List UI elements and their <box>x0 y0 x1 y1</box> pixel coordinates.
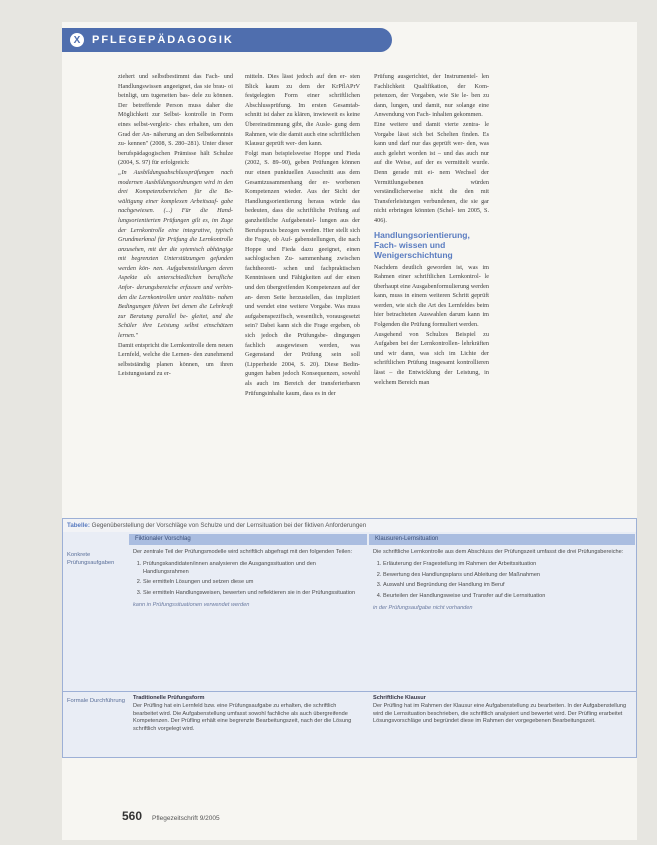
row-label-procedure: Formale Durchführung <box>67 698 125 704</box>
list-item: 1. Erläuterung der Fragestellung im Rahmen der Arbeitssituation <box>383 561 629 569</box>
page-footer <box>122 809 220 823</box>
subheading: Handlungsorientierung, Fach- wissen und Wenigerschichtung <box>374 229 470 260</box>
cell-text: Der Prüfling hat ein Lernfeld bzw. eine Prüfungsaufgabe zu erhalten, die schriftlich bearbeitet wird. Die Aufgabenstellung umfasst sowohl fachliche als auch übergreifende Kompetenzen. Der Prüfling erhält eine begrenzte Bearbeitungszeit, nach der die Lösung schriftlich vorgelegt wird. <box>133 702 352 733</box>
list-item: 2. Sie ermitteln Lösungen und setzen diese um <box>143 579 361 587</box>
table-caption-label: Tabelle: <box>67 522 90 529</box>
paragraph: ziehert und selbstbestimmt das Fach- und Handlungswissen angeeignet, das sie brau- oi beinligt, um tugeneiten bas- dele zu können. Der betreffende Person muss daher die Möglichkeit zur Selbst- kontrolle in Form eines selbst-vergleic- ches erhalten, um den Grad der An- näherung an den Selbstkenntnis zu- kennen" (2008, S. 280–281). Unter dieser berufspädagogischen Prämisse hält Schulze (2004, S. 97) für erfolgreich: <box>118 73 233 167</box>
paragraph: Folgt man beispielsweise Hoppe und Fieda (2002, S. 89–90), geben Prüfungen können nur einen punktuellen Ausschnitt aus dem Gesamtzusammenhang der er- worbenen Kompetenzen wieder. Aus der Sicht der Handlungsorientierung heraus würde das bedeuten, dass die schriftliche Prüfung auf ganzheitliche Aufgabenstel- lungen aus der Berufspraxis bezogen werden. Hier stellt sich die Frage, ob Auf- gabenstellungen, die nach Hoppe und Fieda dazu geeignet, einen sachlogischen Zu- sammenhang zwischen fachtheoreti- schen und fachpraktischen Kenntnissen und Fähigkeiten auf der einen und den übergreifenden Kompetenzen auf der an- deren Seite herzustellen, das impliziert und wendet eine weitere Vorgabe. Was muss aufgabenspezifisch, wesentlich, vorausgesetzt sein? Dabei kann sich die Frage ergeben, ob sich jedoch die Prüfungsbe- dingungen fachlich ausgewiesen werden, was Gegenstand der Prüfung sein soll (Lipperheide 2004, S. 20). Diese Bedin- gungen haben jedoch Konsequenzen, sowohl als auch im Bereich der transferierbaren Prüfungsinhalte kaum, dass es in der <box>245 149 360 397</box>
quote-paragraph: „In Ausbildungsabschlussprüfungen nach modernen Ausbildungsordnungen wird in den drei Kompetenzbereichen für die Be- wältigung einer komplexen Arbeitsauf- gabe nachgewiesen. (...) Für die Hand- lungsorientierten Prüfungen gilt es, im Zuge der Lernkontrolle eine integrative, typisch Grundmerkmal für Prüfung die Lernkontrolle anzusehen, mit der die sytemisch abhängige mit begrenzten Unterstützungen gefunden werden kön- nen. Aufgabenstellungen deren Aspekte als unterschiedlichen berufliche Anfor- derungsbereiche erfassen und verbin- den die Lernkontrollen unter realitäts- nahen Bedingungen führen bei denen die Lehrkraft zur Beratung parallel be- gleitet, und die Schüler ihre Leistung selbst einschätzen lernen." <box>118 168 233 340</box>
cell-title: Schriftliche Klausur <box>373 695 426 701</box>
cell-intro: Die schriftliche Lernkontrolle aus dem Abschluss der Prüfungszeit umfasst die drei Prüfungsbereiche: <box>373 549 624 555</box>
cell-list <box>373 561 629 601</box>
paragraph: Damit entspricht die Lernkontrolle dem neuen Lernfeld, welche die Lernen- den zunehmend selbstständig planen können, um ihren Leistungsstand zu er- <box>118 341 233 378</box>
section-logo-icon: X <box>70 33 84 47</box>
cell-text: Der Prüfling hat im Rahmen der Klausur eine Aufgabenstellung zu bearbeiten. In der Aufgabenstellung wird die Lernsituation beschrieben, die schriftlich analysiert und bewertet wird. Der Prüfling erarbeitet Lösungsvorschläge und begründet diese im Rahmen der vorgegebenen Bearbeitungszeit. <box>373 702 627 725</box>
cell-list <box>133 561 361 598</box>
table-header-right: Klausuren-Lernsituation <box>369 534 635 545</box>
list-item: 4. Beurteilen der Handlungsweise und Transfer auf die Lernsituation <box>383 593 629 601</box>
list-item: 3. Auswahl und Begründung der Handlung im Beruf <box>383 582 629 590</box>
table-cell-tasks-left <box>133 549 361 610</box>
list-item: 2. Bewertung des Handlungsplans und Ableitung der Maßnahmen <box>383 572 629 580</box>
table-caption-text: Gegenüberstellung der Vorschläge von Schulze und der Lernsituation bei der fiktiven Anforderungen <box>91 522 367 529</box>
table-caption <box>63 519 636 532</box>
journal-name: Pflegezeitschrift 9/2005 <box>152 815 220 822</box>
text-column-1 <box>118 72 233 514</box>
paragraph: Eine weitere und damit vierte zentra- le Vorgabe lässt sich bei Schelten finden. Es kann und darf nur das geprüft wer- den, was auch gelehrt worden ist – und das auch nur auf die Weise, auf der es vermittelt wurde. Denn gerade mit ei- nem Wechsel der Vermittlungsebenen würden verständlicherweise nicht die den mit Transferleistungen verbundenen, die sie gar nicht erbringen könnten (Schel- ten 2005, S. 406). <box>374 120 489 224</box>
cell-title: Traditionelle Prüfungsform <box>133 695 205 701</box>
table-cell-tasks-right <box>373 549 629 613</box>
text-column-2 <box>245 72 360 514</box>
table-header-left: Fiktionaler Vorschlag <box>129 534 367 545</box>
table-cell-procedure-left <box>133 695 361 734</box>
paragraph: Nachdem deutlich geworden ist, was im Rahmen einer schriftlichen Lernkontrol- le überhaupt eine Ausgabenformulierung werden kann, muss in einem weiteren Schritt geprüft werden, wie sich die Art des Lernfeldes beim hier betrachteten Auswahlen darum kann im Folgenden die Prüfung formuliert werden. <box>374 263 489 329</box>
section-header <box>62 28 392 52</box>
paragraph: mitteln. Dies lässt jedoch auf den er- sten Blick kaum zu dem der KrPflAPrV festgelegten Form einer schriftlichen Abschlussprüfung. Im ersten Gesamtab- schnitt ist daher zu klären, inwieweit es keine Übereinstimmung gibt, die Ausle- gung dem Rahmen, wie die damit auch eine schriftlichen Klausur geprüft wer- den kann. <box>245 73 360 148</box>
comparison-table <box>62 518 637 758</box>
table-cell-procedure-right <box>373 695 629 726</box>
page-number: 560 <box>122 809 143 823</box>
row-label-tasks: Konkrete Prüfungsaufgaben <box>67 552 115 566</box>
cell-note: kann in Prüfungssituationen verwendet werden <box>133 601 250 608</box>
paragraph: Prüfung ausgerichtet, der Instrumentel- len Fachlichkeit Qualifikation, der Kom- petenzen, der Vorgaben, wie Sie le- ben zu dann, lungen, und damit, nur solange eine Anwendung von Fach- inhalten gekommen. <box>374 73 489 119</box>
text-column-3 <box>374 72 489 514</box>
row-divider <box>63 691 636 692</box>
page <box>62 22 637 840</box>
paragraph: Ausgehend von Schulzes Beispiel zu Aufgaben bei der Lernkontrollen- lehrkräften und wir dann, was sich im Lichte der schriftlichen Prüfung insgesamt kontrollieren lässt – die Entwicklung der Leistung, in welchem Bereich man <box>374 330 489 386</box>
cell-note: in der Prüfungsaufgabe nicht vorhanden <box>373 604 473 611</box>
cell-intro: Der zentrale Teil der Prüfungsmodelle wird schriftlich abgefragt mit den folgenden Teilen: <box>133 549 352 555</box>
list-item: 1. Prüfungskandidaten/innen analysieren die Ausgangssituation und den Handlungsrahmen <box>143 561 361 577</box>
list-item: 3. Sie ermitteln Handlungsweisen, bewerten und reflektieren sie in der Prüfungssituation <box>143 590 361 598</box>
section-title: PFLEGEPÄDAGOGIK <box>92 34 234 46</box>
